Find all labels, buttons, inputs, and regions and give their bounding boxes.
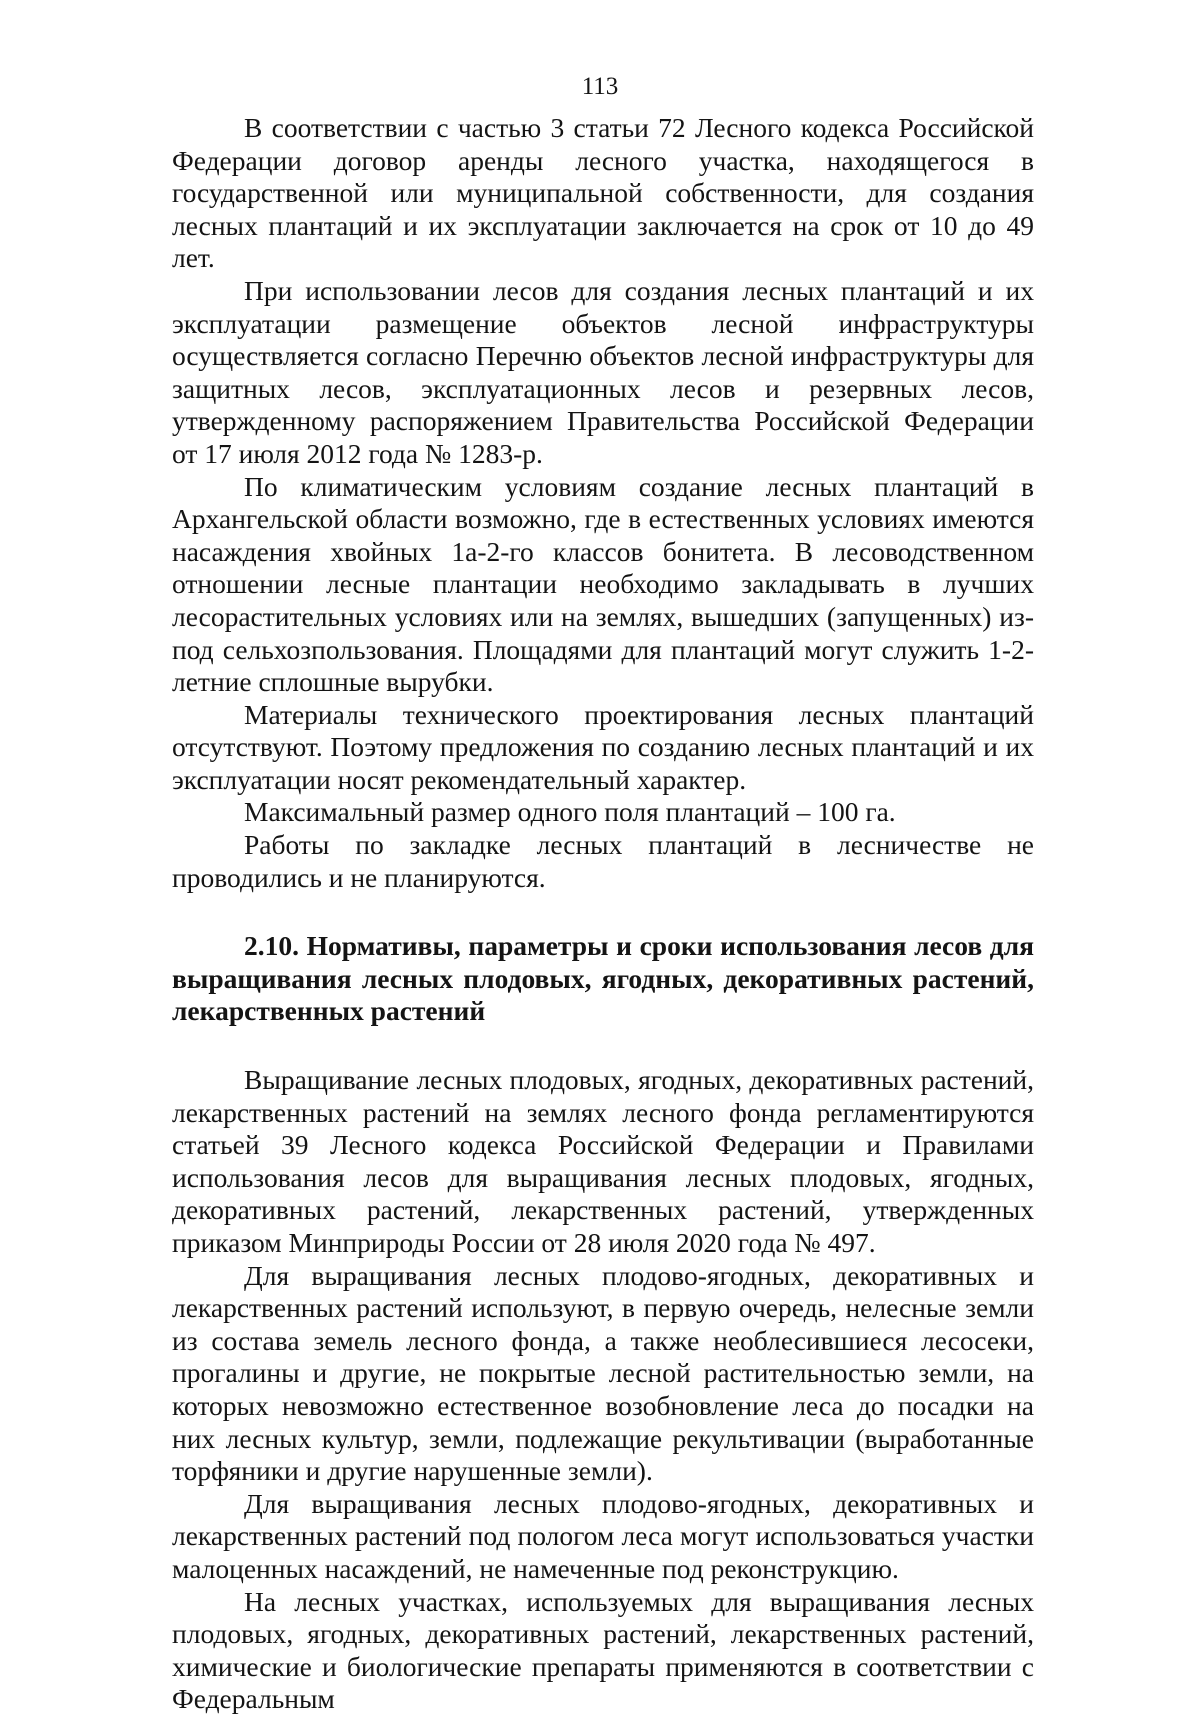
section-heading: 2.10. Нормативы, параметры и сроки использования лесов для выращивания лесных плодовых, ягодных, декоративных растений, лекарственных растений [172, 930, 1034, 1027]
paragraph-infrastructure: При использовании лесов для создания лесных плантаций и их эксплуатации размещение объектов лесной инфраструктуры осуществляется согласно Перечню объектов лесной инфраструктуры для защитных лесов, эксплуатационных лесов и резервных лесов, утвержденному распоряжением Правительства Российской Федерации от 17 июля 2012 года № 1283-р. [172, 274, 1034, 469]
document-body [172, 112, 1034, 1716]
paragraph-works-status: Работы по закладке лесных плантаций в лесничестве не проводились и не планируются. [172, 829, 1034, 893]
paragraph-max-field-size: Максимальный размер одного поля плантаций – 100 га. [244, 796, 896, 828]
paragraph-design-materials: Материалы технического проектирования лесных плантаций отсутствуют. Поэтому предложения по созданию лесных плантаций и их эксплуатации носят рекомендательный характер. [172, 698, 1034, 795]
paragraph-under-canopy: Для выращивания лесных плодово-ягодных, декоративных и лекарственных растений под пологом леса могут использоваться участки малоценных насаждений, не намеченные под реконструкцию. [172, 1487, 1034, 1584]
paragraph-regulation: Выращивание лесных плодовых, ягодных, декоративных растений, лекарственных растений на землях лесного фонда регламентируются статьей 39 Лесного кодекса Российской Федерации и Правилами использования лесов для выращивания лесных плодовых, ягодных, декоративных растений, лекарственных растений, утвержденных приказом Минприроды России от 28 июля 2020 года № 497. [172, 1064, 1034, 1258]
page-number: 113 [581, 73, 619, 100]
paragraph-lease-term: В соответствии с частью 3 статьи 72 Лесного кодекса Российской Федерации договор аренды лесного участка, находящегося в государственной или муниципальной собственности, для создания лесных плантаций и их эксплуатации заключается на срок от 10 до 49 лет. [172, 112, 1034, 274]
paragraph-climate-conditions: По климатическим условиям создание лесных плантаций в Архангельской области возможно, где в естественных условиях имеются насаждения хвойных 1а-2-го классов бонитета. В лесоводственном отношении лесные плантации необходимо закладывать в лучших лесорастительных условиях или на землях, вышедших (запущенных) из-под сельхозпользования. Площадями для плантаций могут служить 1-2-летние сплошные вырубки. [172, 470, 1034, 698]
paragraph-chemicals: На лесных участках, используемых для выращивания лесных плодовых, ягодных, декоративных растений, лекарственных растений, химические и биологические препараты применяются в соответствии с Федеральным [172, 1585, 1034, 1715]
paragraph-land-use: Для выращивания лесных плодово-ягодных, декоративных и лекарственных растений используют, в первую очередь, нелесные земли из состава земель лесного фонда, а также необлесившиеся лесосеки, прогалины и другие, не покрытые лесной растительностью земли, на которых невозможно естественное возобновление леса до посадки на них лесных культур, земли, подлежащие рекультивации (выработанные торфяники и другие нарушенные земли). [172, 1259, 1034, 1487]
